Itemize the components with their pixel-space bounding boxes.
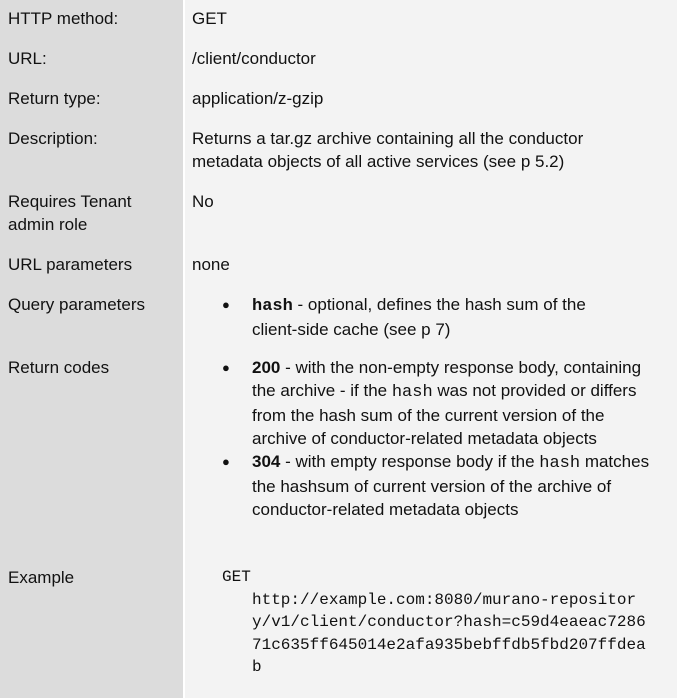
description-label: Description: (8, 129, 98, 148)
url-parameters-value: none (192, 255, 230, 274)
http-method-label: HTTP method: (8, 9, 119, 28)
return-codes-list (192, 356, 671, 521)
return-type-label: Return type: (8, 89, 101, 108)
url-value: /client/conductor (192, 49, 316, 68)
row-tenant-admin (0, 183, 677, 246)
return-type-value: application/z-gzip (192, 89, 324, 108)
code-200-text-cont: was not provided or differs from the hash sum of the current version of the archive of conductor-related metadata objects (252, 381, 637, 448)
query-parameters-list (192, 293, 671, 341)
code-200-text: - with the non-empty response body, containing the archive - if the (252, 358, 642, 400)
example-value (183, 559, 677, 698)
example-method: GET (222, 568, 251, 586)
status-code-304: 304 (252, 452, 281, 471)
example-code-block (192, 566, 671, 679)
status-code-200: 200 (252, 358, 281, 377)
row-url-parameters (0, 246, 677, 286)
tenant-admin-label: Requires Tenant admin role (8, 192, 132, 234)
return-codes-label: Return codes (8, 358, 110, 377)
inline-code-hash: hash (539, 454, 581, 473)
list-item (222, 356, 671, 450)
description-value: Returns a tar.gz archive containing all the conductor metadata objects of all active services (see p 5.2) (192, 129, 584, 171)
code-304-text: - with empty response body if the (280, 452, 540, 471)
example-url: http://example.com:8080/murano-repository/v1/client/conductor?hash=c59d4eaeac728671c635ff645014e2afa935bebffdb5fbd207ffdeab (252, 590, 646, 676)
row-query-parameters (0, 286, 677, 349)
row-return-codes (0, 349, 677, 559)
row-return-type (0, 80, 677, 120)
param-name: hash (252, 297, 293, 316)
http-method-value: GET (192, 9, 227, 28)
query-parameters-value (183, 286, 677, 349)
param-description: - optional, defines the hash sum of the client-side cache (see p 7) (252, 295, 586, 339)
query-parameters-label: Query parameters (8, 295, 145, 314)
row-url (0, 40, 677, 80)
url-label: URL: (8, 49, 47, 68)
example-label: Example (8, 568, 75, 587)
url-parameters-label: URL parameters (8, 255, 133, 274)
tenant-admin-value: No (192, 192, 214, 211)
return-codes-value (183, 349, 677, 559)
row-http-method (0, 0, 677, 40)
list-item (222, 450, 671, 521)
list-item (222, 293, 671, 341)
code-304-text-cont: matches the hashsum of current version of the archive of conductor-related metadata objects (252, 452, 650, 519)
inline-code-hash: hash (391, 383, 433, 402)
row-example (0, 559, 677, 698)
row-description (0, 120, 677, 183)
